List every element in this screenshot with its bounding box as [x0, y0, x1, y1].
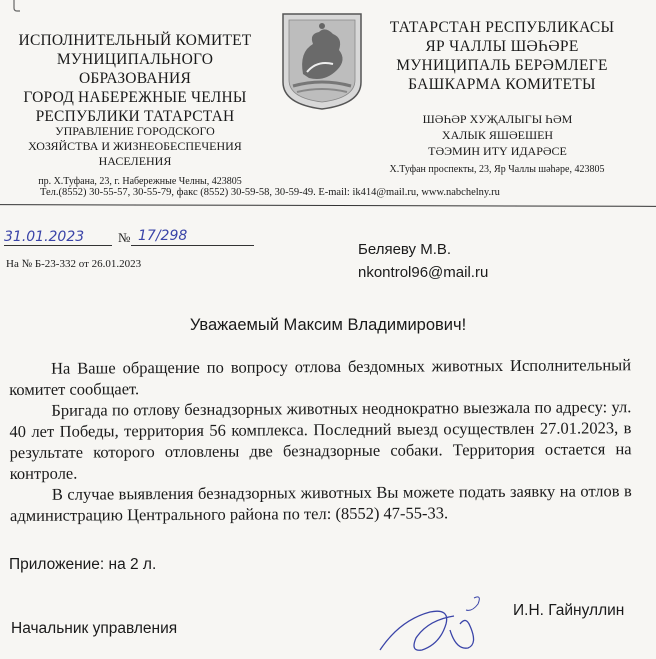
registration-number: 17/298	[138, 228, 188, 244]
letterhead-ru-dept-line: ХОЗЯЙСТВА И ЖИЗНЕОБЕСПЕЧЕНИЯ	[28, 139, 242, 153]
letterhead-ru-line: РЕСПУБЛИКИ ТАТАРСТАН	[35, 108, 235, 125]
letterhead-tt-line: ТАТАРСТАН РЕСПУБЛИКАСЫ	[389, 19, 615, 36]
letterhead-tt-dept-line: ХАЛЫК ЯШӘЕШЕН	[441, 128, 554, 142]
letterhead-tt-dept-line: ТӘЭМИН ИТҮ ИДАРӘСЕ	[428, 144, 567, 158]
registration-date: 31.01.2023	[4, 229, 85, 245]
body-paragraph: Бригада по отлову безнадзорных животных неоднократно выезжала по адресу: ул. 40 лет Победы, территория 56 комплекса. Последний выезд осуществлен 27.01.2023, в результате которого отловлены две безнадзорные собаки. Территория остается на контроле.	[9, 397, 632, 483]
attachment-note: Приложение: на 2 л.	[9, 556, 157, 573]
signer-title: Начальник управления	[11, 620, 178, 637]
letterhead-ru-dept	[10, 124, 260, 169]
signer-name: И.Н. Гайнуллин	[513, 602, 625, 619]
staple-mark	[8, 0, 48, 12]
letterhead-tt-line: ЯР ЧАЛЛЫ ШӘҺӘРЕ	[425, 38, 579, 55]
recipient-name: Беляеву М.В.	[358, 241, 452, 258]
letterhead-contacts: Тел.(8552) 30-55-57, 30-55-79, факс (8552) 30-59-58, 30-59-49. E-mail: ik414@mail.ru, www.nabchelny.ru	[40, 187, 500, 198]
letterhead-ru-dept-line: НАСЕЛЕНИЯ	[98, 154, 172, 168]
letterhead-ru-line: МУНИЦИПАЛЬНОГО ОБРАЗОВАНИЯ	[56, 51, 214, 87]
handwritten-signature	[370, 590, 500, 659]
body-paragraph: На Ваше обращение по вопросу отлова бездомных животных Исполнительный комитет сообщает.	[9, 355, 632, 399]
letterhead-tt-dept	[380, 111, 615, 159]
letterhead-tt-org	[372, 18, 632, 94]
salutation: Уважаемый Максим Владимирович!	[189, 316, 467, 334]
coat-of-arms-emblem	[279, 12, 365, 111]
reference-number: На № Б-23-332 от 26.01.2023	[6, 258, 142, 270]
letterhead-tt-line: БАШКАРМА КОМИТЕТЫ	[408, 76, 596, 93]
letterhead-tt-dept-line: ШӘҺӘР ХУҖАЛЫГЫ ҺӘМ	[422, 112, 573, 126]
letter-body	[9, 354, 632, 526]
letterhead-ru-line: ГОРОД НАБЕРЕЖНЫЕ ЧЕЛНЫ	[23, 89, 247, 106]
registration-number-underline	[131, 245, 254, 246]
letterhead-ru-dept-line: УПРАВЛЕНИЕ ГОРОДСКОГО	[55, 124, 215, 138]
letterhead-ru-org	[0, 31, 270, 126]
letterhead-tt-line: МУНИЦИПАЛЬ БЕРӘМЛЕГЕ	[396, 57, 608, 74]
recipient-email: nkontrol96@mail.ru	[358, 264, 489, 281]
registration-number-label: №	[118, 230, 131, 245]
body-paragraph: В случае выявления безнадзорных животных Вы можете подать заявку на отлов в администрацию Центрального района по тел: (8552) 47-55-33.	[9, 481, 632, 525]
registration-date-underline	[4, 245, 112, 246]
recipient-block	[358, 238, 488, 284]
letterhead-ru-address: пр. Х.Туфана, 23, г. Набережные Челны, 423805	[38, 176, 242, 187]
letterhead-ru-line: ИСПОЛНИТЕЛЬНЫЙ КОМИТЕТ	[18, 32, 252, 49]
letterhead-divider	[0, 204, 656, 207]
letterhead-tt-address: Х.Туфан проспекты, 23, Яр Чаллы шәһәре, 423805	[389, 164, 605, 175]
